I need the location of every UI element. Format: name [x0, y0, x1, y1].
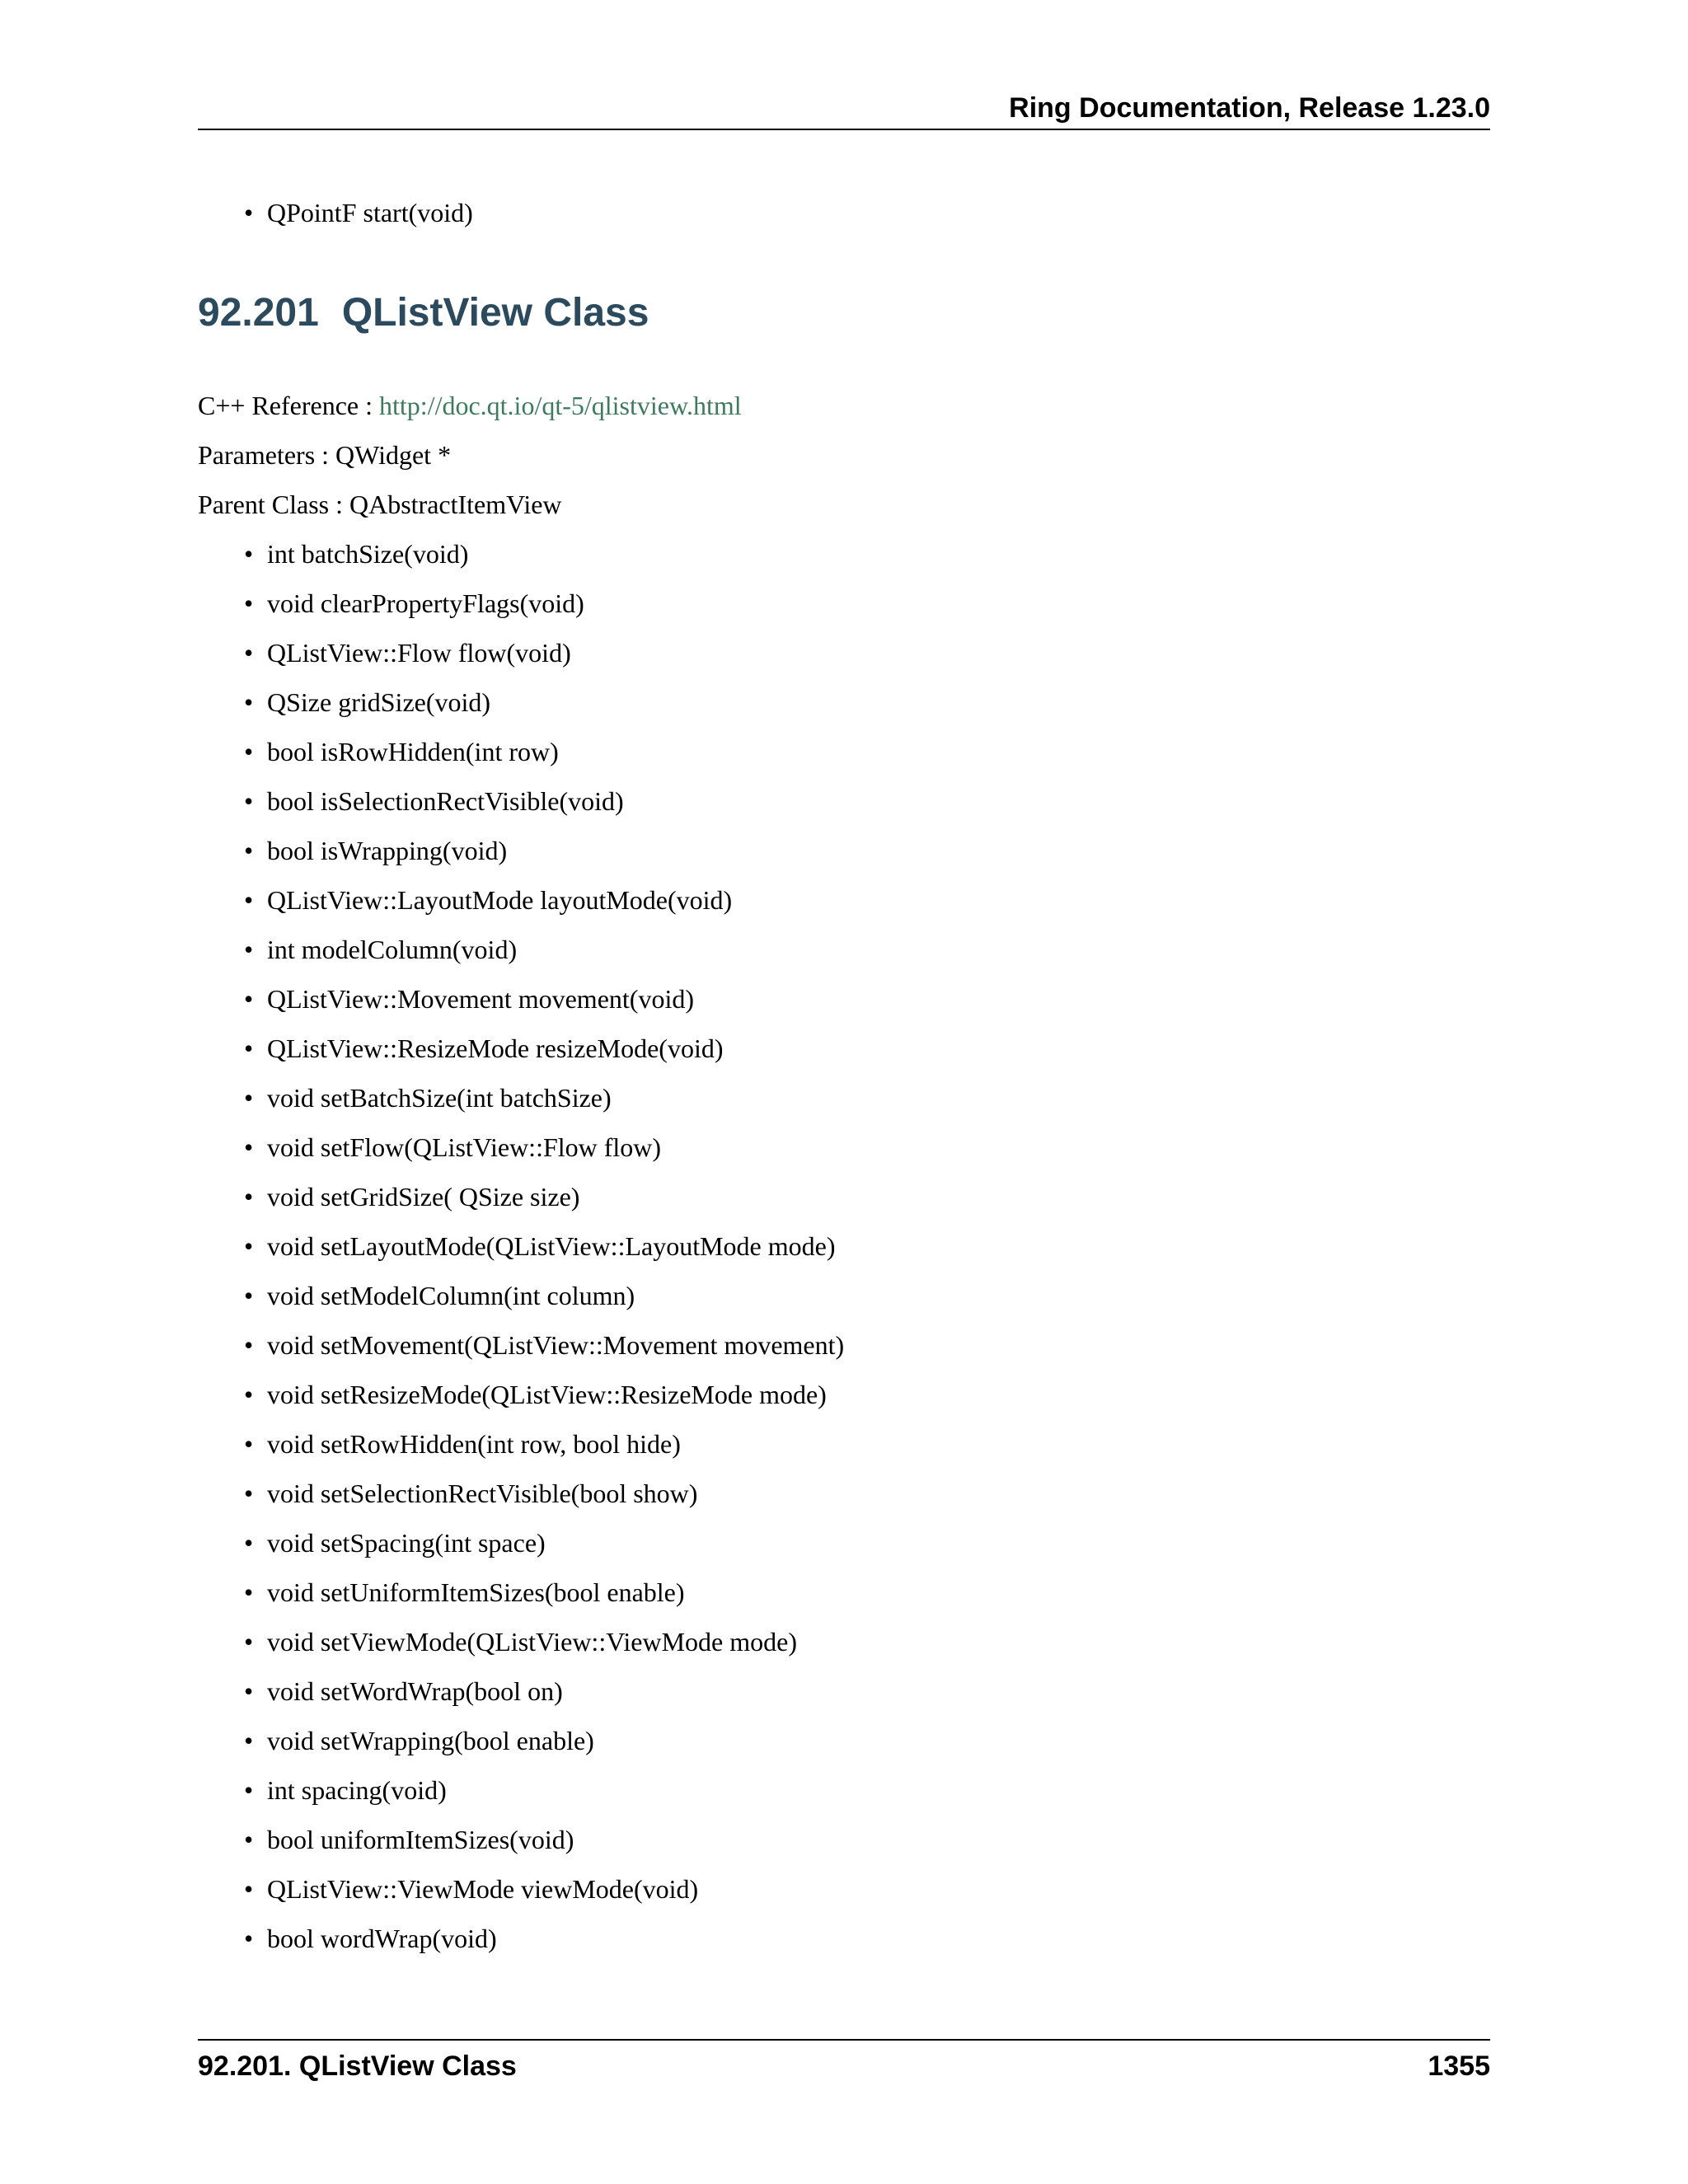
- parameters-label: Parameters :: [198, 440, 336, 470]
- list-item: • QListView::ResizeMode resizeMode(void): [198, 1033, 844, 1083]
- list-item: • QPointF start(void): [198, 198, 473, 247]
- method-list: [198, 539, 844, 1973]
- parent-label: Parent Class :: [198, 490, 349, 519]
- parent-value: QAbstractItemView: [349, 490, 562, 519]
- list-item: • int spacing(void): [198, 1775, 844, 1825]
- section-title: QListView Class: [341, 291, 649, 335]
- list-item: • void setWrapping(bool enable): [198, 1726, 844, 1775]
- list-item: • QListView::Movement movement(void): [198, 984, 844, 1033]
- section-number: 92.201: [198, 291, 319, 335]
- list-item: • bool wordWrap(void): [198, 1924, 844, 1973]
- list-item: • void setResizeMode(QListView::ResizeMode mode): [198, 1380, 844, 1429]
- list-item: • bool uniformItemSizes(void): [198, 1825, 844, 1874]
- list-item: • int batchSize(void): [198, 539, 844, 588]
- list-item: • void setRowHidden(int row, bool hide): [198, 1429, 844, 1479]
- page-header: [198, 91, 1490, 130]
- page-number: 1355: [1428, 2050, 1490, 2082]
- list-item: • void setFlow(QListView::Flow flow): [198, 1132, 844, 1182]
- list-item: • QListView::LayoutMode layoutMode(void): [198, 885, 844, 935]
- list-item: • int modelColumn(void): [198, 935, 844, 984]
- cpp-reference: [198, 391, 742, 420]
- list-item: • QSize gridSize(void): [198, 687, 844, 737]
- list-item: • void clearPropertyFlags(void): [198, 588, 844, 638]
- parameters-value: QWidget *: [335, 440, 452, 470]
- reference-label: C++ Reference :: [198, 391, 379, 420]
- list-item: • void setSelectionRectVisible(bool show): [198, 1479, 844, 1528]
- list-item: • void setModelColumn(int column): [198, 1281, 844, 1330]
- list-item: • QListView::ViewMode viewMode(void): [198, 1874, 844, 1924]
- list-item: • void setGridSize( QSize size): [198, 1182, 844, 1231]
- previous-method-list: [198, 198, 473, 247]
- parameters: [198, 440, 451, 470]
- list-item: • void setSpacing(int space): [198, 1528, 844, 1577]
- list-item: • void setLayoutMode(QListView::LayoutMode mode): [198, 1231, 844, 1281]
- footer-section: 92.201. QListView Class: [198, 2050, 517, 2082]
- list-item: • bool isSelectionRectVisible(void): [198, 786, 844, 836]
- list-item: • void setWordWrap(bool on): [198, 1676, 844, 1726]
- list-item: • bool isRowHidden(int row): [198, 737, 844, 786]
- page-footer: [198, 2039, 1490, 2082]
- list-item: • void setBatchSize(int batchSize): [198, 1083, 844, 1132]
- list-item: • void setMovement(QListView::Movement movement): [198, 1330, 844, 1380]
- list-item: • bool isWrapping(void): [198, 836, 844, 885]
- section-heading: [198, 293, 649, 333]
- parent-class: [198, 490, 562, 519]
- list-item: • void setUniformItemSizes(bool enable): [198, 1577, 844, 1627]
- list-item: • void setViewMode(QListView::ViewMode mode): [198, 1627, 844, 1676]
- document-title: Ring Documentation, Release 1.23.0: [1009, 92, 1490, 124]
- reference-link[interactable]: http://doc.qt.io/qt-5/qlistview.html: [379, 391, 742, 420]
- list-item: • QListView::Flow flow(void): [198, 638, 844, 687]
